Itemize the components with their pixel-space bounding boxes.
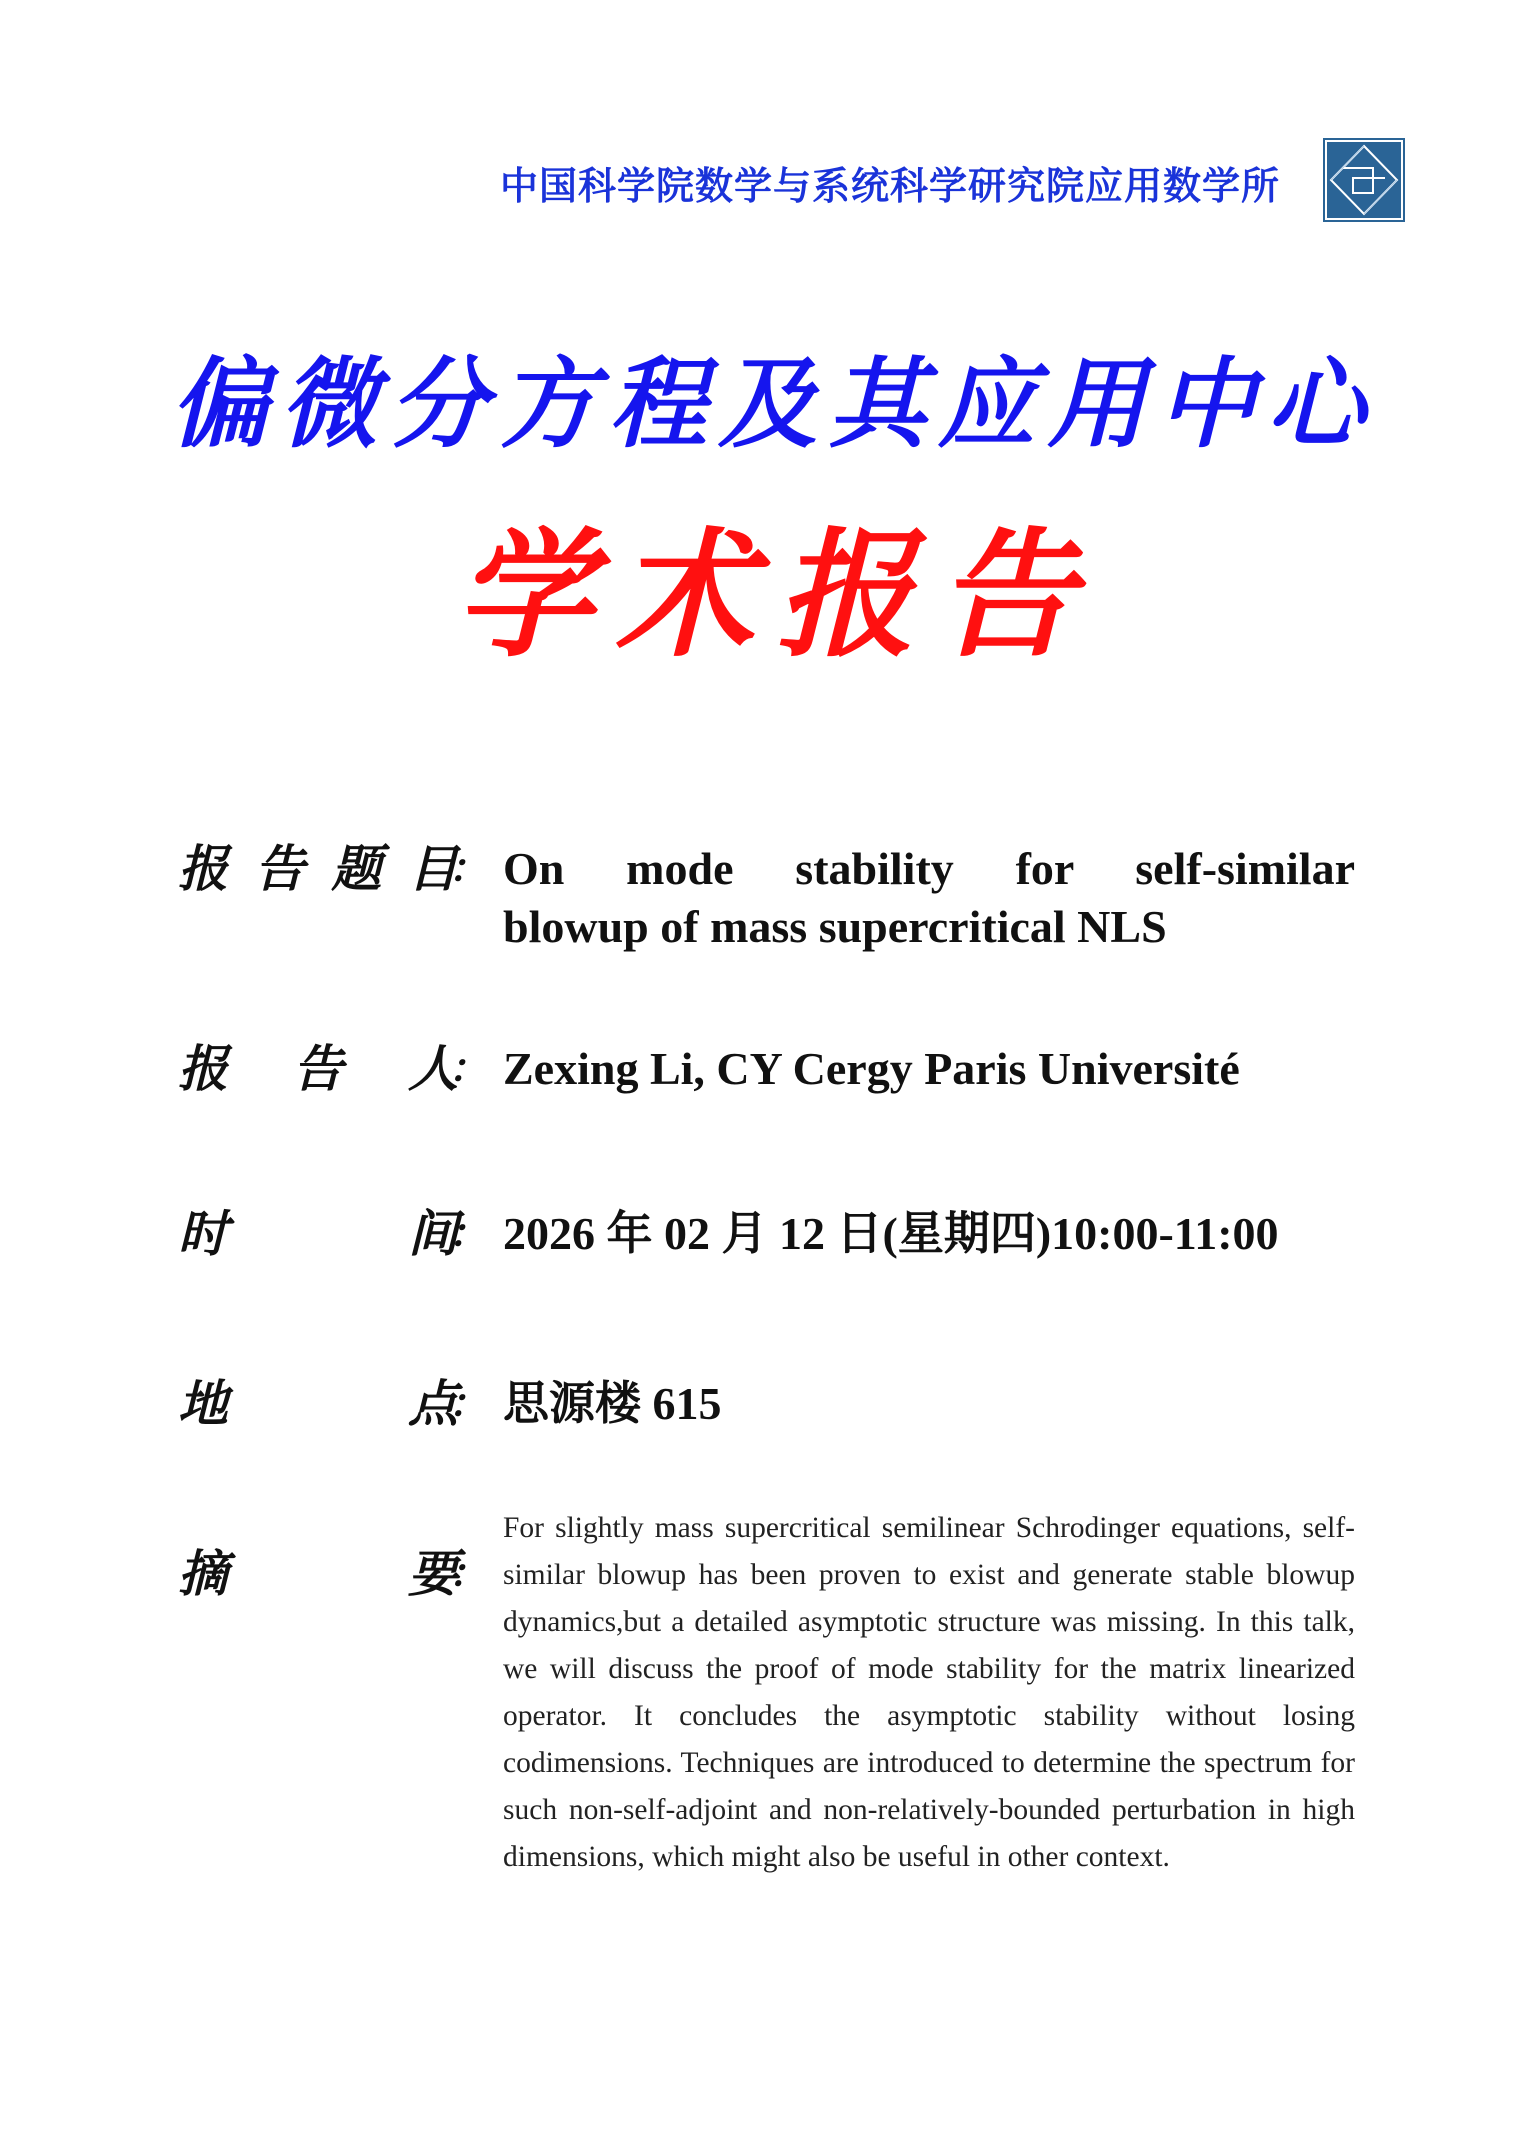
center-title: 偏微分方程及其应用中心 <box>170 347 1365 462</box>
topic-value-line1: On mode stability for self-similar <box>503 843 1355 894</box>
topic-value <box>503 840 1355 956</box>
time-value: 2026 年 02 月 12 日(星期四)10:00-11:00 <box>503 1208 1279 1259</box>
speaker-label-char: 报 <box>178 1039 228 1098</box>
speaker-label-colon: ： <box>448 1045 488 1092</box>
institute-logo-icon <box>1323 138 1405 222</box>
institute-name: 中国科学院数学与系统科学研究院应用数学所 <box>500 164 1281 208</box>
topic-label-char: 报 <box>178 839 228 898</box>
time-label-char: 间 <box>408 1204 458 1263</box>
abstract-label-char: 要 <box>408 1544 458 1603</box>
location-label-colon: ： <box>448 1380 488 1427</box>
time-label-colon: ： <box>448 1210 488 1257</box>
abstract-label-colon: ： <box>448 1550 488 1597</box>
topic-label-char: 目 <box>407 839 458 898</box>
topic-value-line2: blowup of mass supercritical NLS <box>503 901 1167 952</box>
abstract-label-char: 摘 <box>178 1544 228 1603</box>
speaker-label-char: 人 <box>408 1039 458 1098</box>
time-label-char: 时 <box>178 1204 228 1263</box>
abstract-label <box>178 1544 488 1603</box>
location-value: 思源楼 615 <box>503 1378 722 1429</box>
topic-label-char: 告 <box>254 839 305 898</box>
speaker-value: Zexing Li, CY Cergy Paris Université <box>503 1043 1240 1094</box>
speaker-label <box>178 1039 488 1098</box>
institute-logo-svg <box>1323 138 1405 222</box>
speaker-label-char: 告 <box>293 1039 343 1098</box>
location-label-char: 点 <box>408 1374 458 1433</box>
time-label <box>178 1204 488 1263</box>
location-label <box>178 1374 488 1433</box>
location-label-char: 地 <box>178 1374 228 1433</box>
topic-label <box>178 839 488 898</box>
report-title: 学术报告 <box>455 513 1075 676</box>
abstract-text: For slightly mass supercritical semilinear Schrodinger equations, self-similar blowup has been proven to exist and generate stable blowup dynamics,but a detailed asymptotic structure was missing. In this talk, we will discuss the proof of mode stability for the matrix linearized operator. It concludes the asymptotic stability without losing codimensions. Techniques are introduced to determine the spectrum for such non-self-adjoint and non-relatively-bounded perturbation in high dimensions, which might also be useful in other context. <box>503 1512 1355 1873</box>
topic-label-char: 题 <box>331 839 382 898</box>
topic-label-colon: ： <box>448 845 488 892</box>
